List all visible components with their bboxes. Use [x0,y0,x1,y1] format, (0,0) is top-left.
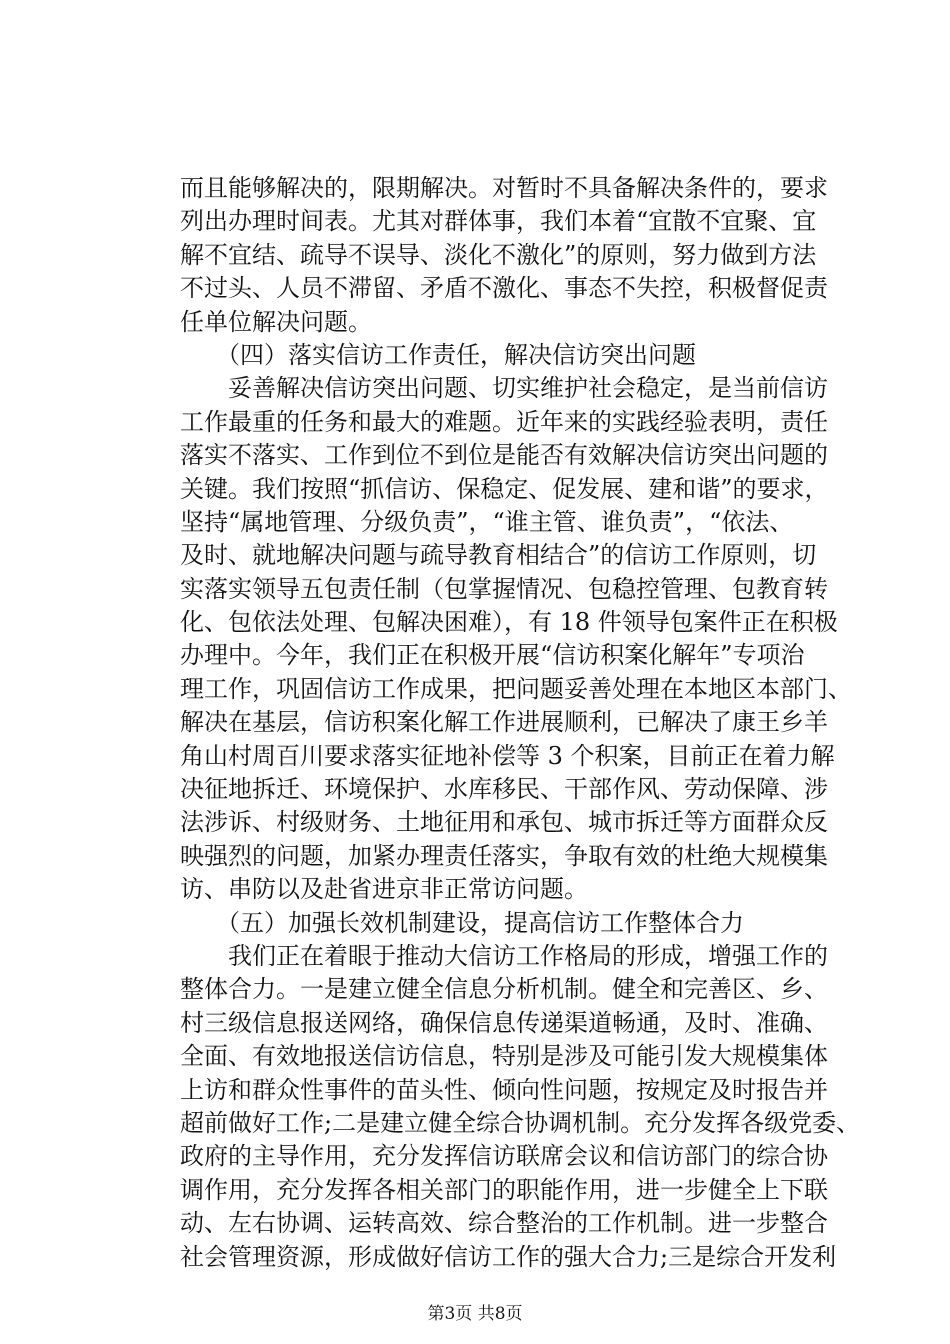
text-line: 动、左右协调、运转高效、综合整治的工作机制。进一步整合 [180,1209,828,1238]
text-line: 及时、就地解决问题与疏导教育相结合”的信访工作原则，切 [180,541,817,570]
text-line: 村三级信息报送网络，确保信息传递渠道畅通，及时、准确、 [180,1008,828,1037]
text-line: 而且能够解决的，限期解决。对暂时不具备解决条件的，要求 [180,174,828,202]
text-line: 办理中。今年，我们正在积极开展“信访积案化解年”专项治 [180,641,805,670]
text-line: 我们正在着眼于推动大信访工作格局的形成，增强工作的 [180,941,828,970]
text-line: 超前做好工作;二是建立健全综合协调机制。充分发挥各级党委、 [180,1108,861,1137]
text-line: 调作用，充分发挥各相关部门的职能作用，进一步健全上下联 [180,1175,828,1204]
text-line: 法涉诉、村级财务、土地征用和承包、城市拆迁等方面群众反 [180,808,828,837]
text-line: 关键。我们按照“抓信访、保稳定、促发展、建和谐”的要求， [180,474,829,503]
page-footer: 第3页 共8页 [427,1304,523,1324]
text-line: 不过头、人员不滞留、矛盾不激化、事态不失控，积极督促责 [180,274,828,303]
text-line: 上访和群众性事件的苗头性、倾向性问题，按规定及时报告并 [180,1075,828,1104]
text-line: 理工作，巩固信访工作成果，把问题妥善处理在本地区本部门、 [180,674,852,703]
text-line: 任单位解决问题。 [180,307,372,336]
text-line: 化、包依法处理、包解决困难），有 18 件领导包案件正在积极 [180,608,838,637]
text-line: 坚持“属地管理、分级负责”，“谁主管、谁负责”，“依法、 [180,507,794,536]
text-line: 解决在基层，信访积案化解工作进展顺利，已解决了康王乡羊 [180,708,828,737]
section-heading: （四）落实信访工作责任，解决信访突出问题 [180,340,696,369]
text-line: 落实不落实、工作到位不到位是能否有效解决信访突出问题的 [180,441,828,470]
text-line: 访、串防以及赴省进京非正常访问题。 [180,875,588,904]
text-line: 工作最重的任务和最大的难题。近年来的实践经验表明，责任 [180,407,828,436]
document-body [180,172,860,1274]
text-line: 全面、有效地报送信访信息，特别是涉及可能引发大规模集体 [180,1042,828,1071]
text-line: 妥善解决信访突出问题、切实维护社会稳定，是当前信访 [180,374,828,403]
text-line: 社会管理资源，形成做好信访工作的强大合力;三是综合开发利 [180,1242,837,1271]
text-line: 列出办理时间表。尤其对群体事，我们本着“宜散不宜聚、宜 [180,207,817,236]
text-line: 角山村周百川要求落实征地补偿等 3 个积案，目前正在着力解 [180,741,835,770]
text-line: 实落实领导五包责任制（包掌握情况、包稳控管理、包教育转 [180,574,828,603]
text-line: 政府的主导作用，充分发挥信访联席会议和信访部门的综合协 [180,1142,828,1171]
text-line: 解不宜结、疏导不误导、淡化不激化”的原则，努力做到方法 [180,240,817,269]
section-heading: （五）加强长效机制建设，提高信访工作整体合力 [180,908,744,937]
text-line: 映强烈的问题，加紧办理责任落实，争取有效的杜绝大规模集 [180,841,828,870]
text-line: 整体合力。一是建立健全信息分析机制。健全和完善区、乡、 [180,975,828,1004]
text-line: 决征地拆迁、环境保护、水库移民、干部作风、劳动保障、涉 [180,775,828,804]
